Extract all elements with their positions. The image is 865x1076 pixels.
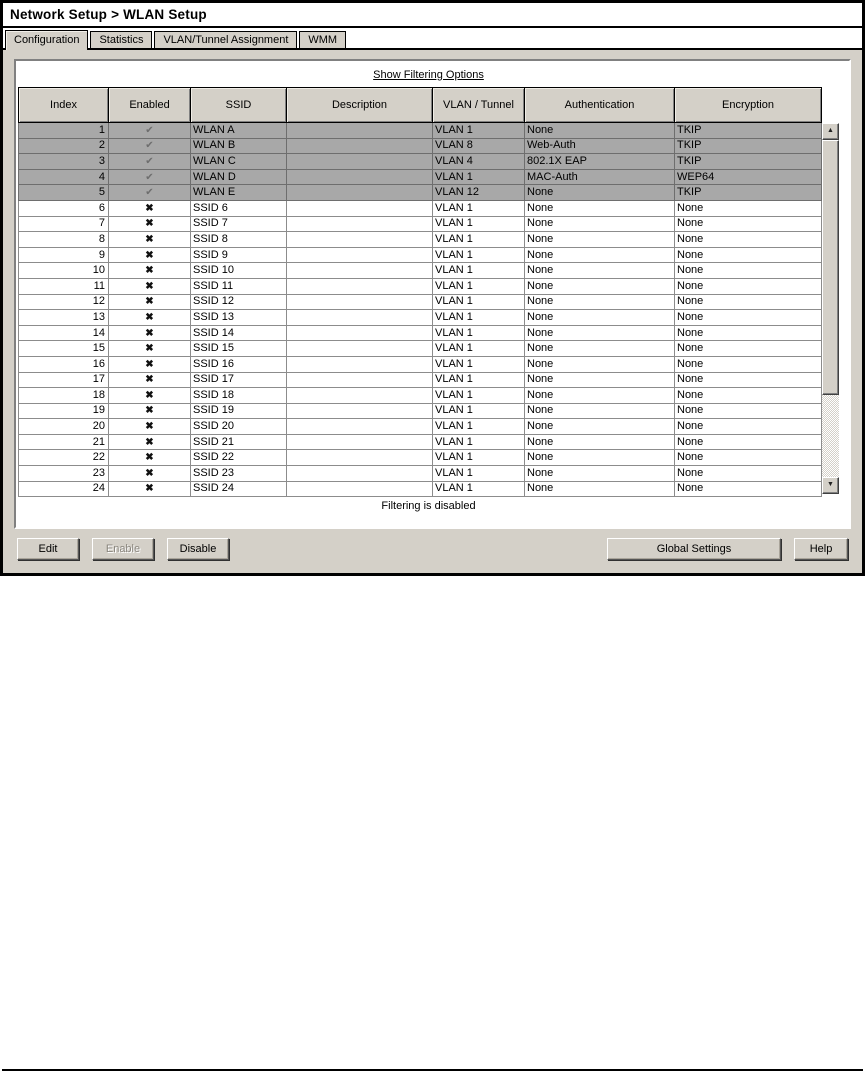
index-cell: 21: [19, 434, 109, 450]
authentication-cell: None: [525, 310, 675, 326]
index-cell: 16: [19, 356, 109, 372]
ssid-cell: WLAN E: [191, 185, 287, 201]
authentication-cell: None: [525, 450, 675, 466]
ssid-cell: SSID 22: [191, 450, 287, 466]
tab-vlan-tunnel-assignment[interactable]: VLAN/Tunnel Assignment: [154, 31, 297, 48]
table-header-row: [19, 88, 822, 123]
enable-button[interactable]: Enable: [92, 538, 154, 560]
description-cell: [287, 372, 433, 388]
disabled-x-icon: ✖: [145, 327, 154, 339]
ssid-cell: SSID 7: [191, 216, 287, 232]
encryption-cell: None: [675, 247, 822, 263]
vlan-cell: VLAN 8: [433, 138, 525, 154]
table-row[interactable]: [19, 232, 822, 248]
table-row[interactable]: [19, 154, 822, 170]
ssid-cell: SSID 16: [191, 356, 287, 372]
vlan-cell: VLAN 1: [433, 341, 525, 357]
description-cell: [287, 138, 433, 154]
table-row[interactable]: [19, 169, 822, 185]
vlan-cell: VLAN 1: [433, 450, 525, 466]
table-row[interactable]: [19, 450, 822, 466]
encryption-cell: None: [675, 356, 822, 372]
enabled-check-icon: ✔: [145, 140, 154, 152]
encryption-cell: None: [675, 200, 822, 216]
description-cell: [287, 450, 433, 466]
index-cell: 8: [19, 232, 109, 248]
vlan-cell: VLAN 1: [433, 481, 525, 497]
index-cell: 2: [19, 138, 109, 154]
wlan-table: [18, 87, 822, 497]
index-cell: 10: [19, 263, 109, 279]
authentication-cell: None: [525, 388, 675, 404]
enabled-check-icon: ✔: [145, 171, 154, 183]
table-row[interactable]: [19, 294, 822, 310]
index-cell: 13: [19, 310, 109, 326]
encryption-cell: None: [675, 278, 822, 294]
enabled-cell: [109, 200, 191, 216]
authentication-cell: None: [525, 232, 675, 248]
table-row[interactable]: [19, 247, 822, 263]
authentication-cell: MAC-Auth: [525, 169, 675, 185]
disable-button[interactable]: Disable: [167, 538, 229, 560]
encryption-cell: None: [675, 419, 822, 435]
vlan-cell: VLAN 1: [433, 356, 525, 372]
enabled-cell: [109, 356, 191, 372]
index-cell: 17: [19, 372, 109, 388]
configuration-panel: [3, 50, 862, 573]
authentication-cell: None: [525, 247, 675, 263]
help-button[interactable]: Help: [794, 538, 848, 560]
ssid-cell: SSID 13: [191, 310, 287, 326]
disabled-x-icon: ✖: [145, 311, 154, 323]
description-cell: [287, 232, 433, 248]
enabled-cell: [109, 419, 191, 435]
ssid-cell: SSID 10: [191, 263, 287, 279]
authentication-cell: None: [525, 403, 675, 419]
enabled-cell: [109, 263, 191, 279]
page-title: Network Setup > WLAN Setup: [3, 3, 862, 28]
ssid-cell: SSID 20: [191, 419, 287, 435]
index-cell: 15: [19, 341, 109, 357]
index-cell: 7: [19, 216, 109, 232]
disabled-x-icon: ✖: [145, 452, 154, 464]
vlan-cell: VLAN 12: [433, 185, 525, 201]
authentication-cell: None: [525, 263, 675, 279]
encryption-cell: None: [675, 388, 822, 404]
encryption-cell: TKIP: [675, 138, 822, 154]
scroll-up-icon[interactable]: ▲: [822, 123, 839, 140]
encryption-cell: WEP64: [675, 169, 822, 185]
description-cell: [287, 216, 433, 232]
vlan-cell: VLAN 1: [433, 419, 525, 435]
authentication-cell: None: [525, 200, 675, 216]
table-row[interactable]: [19, 310, 822, 326]
table-row[interactable]: [19, 481, 822, 497]
column-header-description: Description: [287, 88, 433, 123]
disabled-x-icon: ✖: [145, 202, 154, 214]
description-cell: [287, 481, 433, 497]
ssid-cell: SSID 23: [191, 466, 287, 482]
encryption-cell: None: [675, 466, 822, 482]
authentication-cell: None: [525, 481, 675, 497]
vlan-cell: VLAN 1: [433, 216, 525, 232]
description-cell: [287, 169, 433, 185]
scrollbar-track[interactable]: [822, 395, 839, 477]
column-header-authentication: Authentication: [525, 88, 675, 123]
ssid-cell: SSID 11: [191, 278, 287, 294]
disabled-x-icon: ✖: [145, 483, 154, 495]
enabled-cell: [109, 185, 191, 201]
disabled-x-icon: ✖: [145, 280, 154, 292]
page-bottom-rule: [2, 1069, 863, 1071]
enabled-cell: [109, 123, 191, 139]
scroll-down-icon[interactable]: ▼: [822, 477, 839, 494]
description-cell: [287, 356, 433, 372]
vlan-cell: VLAN 1: [433, 434, 525, 450]
vlan-cell: VLAN 1: [433, 294, 525, 310]
index-cell: 23: [19, 466, 109, 482]
enabled-cell: [109, 403, 191, 419]
index-cell: 3: [19, 154, 109, 170]
description-cell: [287, 123, 433, 139]
tab-statistics[interactable]: Statistics: [90, 31, 152, 48]
disabled-x-icon: ✖: [145, 374, 154, 386]
enabled-check-icon: ✔: [145, 124, 154, 136]
index-cell: 14: [19, 325, 109, 341]
disabled-x-icon: ✖: [145, 421, 154, 433]
authentication-cell: None: [525, 372, 675, 388]
authentication-cell: Web-Auth: [525, 138, 675, 154]
ssid-cell: SSID 15: [191, 341, 287, 357]
authentication-cell: None: [525, 356, 675, 372]
authentication-cell: None: [525, 185, 675, 201]
index-cell: 5: [19, 185, 109, 201]
vlan-cell: VLAN 1: [433, 247, 525, 263]
authentication-cell: None: [525, 341, 675, 357]
index-cell: 20: [19, 419, 109, 435]
enabled-cell: [109, 278, 191, 294]
authentication-cell: None: [525, 216, 675, 232]
vlan-cell: VLAN 1: [433, 169, 525, 185]
table-row[interactable]: [19, 341, 822, 357]
ssid-cell: WLAN D: [191, 169, 287, 185]
ssid-cell: WLAN B: [191, 138, 287, 154]
column-header-enabled: Enabled: [109, 88, 191, 123]
disabled-x-icon: ✖: [145, 467, 154, 479]
vlan-cell: VLAN 1: [433, 263, 525, 279]
left-button-group: [17, 538, 229, 560]
encryption-cell: None: [675, 216, 822, 232]
vlan-cell: VLAN 1: [433, 466, 525, 482]
encryption-cell: None: [675, 310, 822, 326]
authentication-cell: None: [525, 466, 675, 482]
tab-wmm[interactable]: WMM: [299, 31, 346, 48]
wlan-table-wrap: [18, 87, 839, 497]
column-header-vlan-tunnel: VLAN / Tunnel: [433, 88, 525, 123]
encryption-cell: TKIP: [675, 123, 822, 139]
encryption-cell: None: [675, 434, 822, 450]
ssid-cell: SSID 19: [191, 403, 287, 419]
description-cell: [287, 247, 433, 263]
ssid-cell: SSID 8: [191, 232, 287, 248]
description-cell: [287, 403, 433, 419]
disabled-x-icon: ✖: [145, 265, 154, 277]
index-cell: 12: [19, 294, 109, 310]
scrollbar-thumb[interactable]: [822, 140, 839, 395]
table-row[interactable]: [19, 216, 822, 232]
encryption-cell: None: [675, 294, 822, 310]
description-cell: [287, 294, 433, 310]
filtering-status-text: Filtering is disabled: [381, 500, 476, 513]
vlan-cell: VLAN 1: [433, 372, 525, 388]
table-row[interactable]: [19, 185, 822, 201]
right-button-group: [607, 538, 848, 560]
enabled-cell: [109, 216, 191, 232]
ssid-cell: SSID 14: [191, 325, 287, 341]
enabled-check-icon: ✔: [145, 155, 154, 167]
vlan-cell: VLAN 1: [433, 200, 525, 216]
enabled-cell: [109, 325, 191, 341]
authentication-cell: None: [525, 419, 675, 435]
index-cell: 19: [19, 403, 109, 419]
vlan-cell: VLAN 1: [433, 388, 525, 404]
vlan-cell: VLAN 1: [433, 325, 525, 341]
tab-configuration[interactable]: Configuration: [5, 30, 88, 50]
table-row[interactable]: [19, 434, 822, 450]
ssid-cell: WLAN A: [191, 123, 287, 139]
vlan-cell: VLAN 1: [433, 232, 525, 248]
ssid-cell: SSID 9: [191, 247, 287, 263]
global-settings-button[interactable]: Global Settings: [607, 538, 781, 560]
description-cell: [287, 341, 433, 357]
disabled-x-icon: ✖: [145, 389, 154, 401]
authentication-cell: None: [525, 123, 675, 139]
authentication-cell: None: [525, 278, 675, 294]
vlan-cell: VLAN 1: [433, 310, 525, 326]
disabled-x-icon: ✖: [145, 249, 154, 261]
description-cell: [287, 310, 433, 326]
disabled-x-icon: ✖: [145, 343, 154, 355]
vertical-scrollbar[interactable]: [822, 123, 839, 494]
filter-link-row: [18, 61, 839, 87]
index-cell: 18: [19, 388, 109, 404]
table-panel: [14, 59, 851, 529]
table-row[interactable]: [19, 419, 822, 435]
enabled-cell: [109, 232, 191, 248]
description-cell: [287, 200, 433, 216]
enabled-check-icon: ✔: [145, 187, 154, 199]
button-row: [14, 538, 851, 560]
vlan-cell: VLAN 1: [433, 403, 525, 419]
description-cell: [287, 154, 433, 170]
ssid-cell: SSID 21: [191, 434, 287, 450]
table-row[interactable]: [19, 403, 822, 419]
disabled-x-icon: ✖: [145, 233, 154, 245]
enabled-cell: [109, 154, 191, 170]
vlan-cell: VLAN 1: [433, 123, 525, 139]
description-cell: [287, 388, 433, 404]
index-cell: 9: [19, 247, 109, 263]
description-cell: [287, 466, 433, 482]
column-header-encryption: Encryption: [675, 88, 822, 123]
description-cell: [287, 185, 433, 201]
enabled-cell: [109, 372, 191, 388]
encryption-cell: None: [675, 232, 822, 248]
description-cell: [287, 263, 433, 279]
disabled-x-icon: ✖: [145, 405, 154, 417]
disabled-x-icon: ✖: [145, 218, 154, 230]
disabled-x-icon: ✖: [145, 358, 154, 370]
index-cell: 24: [19, 481, 109, 497]
encryption-cell: TKIP: [675, 185, 822, 201]
encryption-cell: None: [675, 341, 822, 357]
edit-button[interactable]: Edit: [17, 538, 79, 560]
authentication-cell: None: [525, 325, 675, 341]
ssid-cell: WLAN C: [191, 154, 287, 170]
encryption-cell: None: [675, 372, 822, 388]
enabled-cell: [109, 247, 191, 263]
authentication-cell: 802.1X EAP: [525, 154, 675, 170]
enabled-cell: [109, 450, 191, 466]
column-header-index: Index: [19, 88, 109, 123]
table-row[interactable]: [19, 388, 822, 404]
ssid-cell: SSID 24: [191, 481, 287, 497]
ssid-cell: SSID 12: [191, 294, 287, 310]
description-cell: [287, 434, 433, 450]
table-row[interactable]: [19, 356, 822, 372]
disabled-x-icon: ✖: [145, 296, 154, 308]
enabled-cell: [109, 388, 191, 404]
encryption-cell: None: [675, 263, 822, 279]
index-cell: 4: [19, 169, 109, 185]
description-cell: [287, 419, 433, 435]
column-header-ssid: SSID: [191, 88, 287, 123]
encryption-cell: None: [675, 481, 822, 497]
wlan-table-body: [19, 123, 822, 497]
enabled-cell: [109, 310, 191, 326]
vlan-cell: VLAN 4: [433, 154, 525, 170]
show-filtering-options-link[interactable]: Show Filtering Options: [373, 69, 484, 81]
table-row[interactable]: [19, 138, 822, 154]
enabled-cell: [109, 434, 191, 450]
enabled-cell: [109, 341, 191, 357]
encryption-cell: None: [675, 403, 822, 419]
index-cell: 1: [19, 123, 109, 139]
vlan-cell: VLAN 1: [433, 278, 525, 294]
enabled-cell: [109, 138, 191, 154]
enabled-cell: [109, 481, 191, 497]
table-row[interactable]: [19, 278, 822, 294]
ssid-cell: SSID 18: [191, 388, 287, 404]
ssid-cell: SSID 6: [191, 200, 287, 216]
table-row[interactable]: [19, 325, 822, 341]
authentication-cell: None: [525, 434, 675, 450]
tab-strip: [3, 28, 862, 50]
table-row[interactable]: [19, 123, 822, 139]
index-cell: 22: [19, 450, 109, 466]
encryption-cell: None: [675, 325, 822, 341]
table-row[interactable]: [19, 200, 822, 216]
description-cell: [287, 278, 433, 294]
enabled-cell: [109, 466, 191, 482]
encryption-cell: TKIP: [675, 154, 822, 170]
enabled-cell: [109, 169, 191, 185]
encryption-cell: None: [675, 450, 822, 466]
disabled-x-icon: ✖: [145, 436, 154, 448]
authentication-cell: None: [525, 294, 675, 310]
enabled-cell: [109, 294, 191, 310]
table-row[interactable]: [19, 372, 822, 388]
table-row[interactable]: [19, 466, 822, 482]
ssid-cell: SSID 17: [191, 372, 287, 388]
index-cell: 11: [19, 278, 109, 294]
table-row[interactable]: [19, 263, 822, 279]
description-cell: [287, 325, 433, 341]
index-cell: 6: [19, 200, 109, 216]
